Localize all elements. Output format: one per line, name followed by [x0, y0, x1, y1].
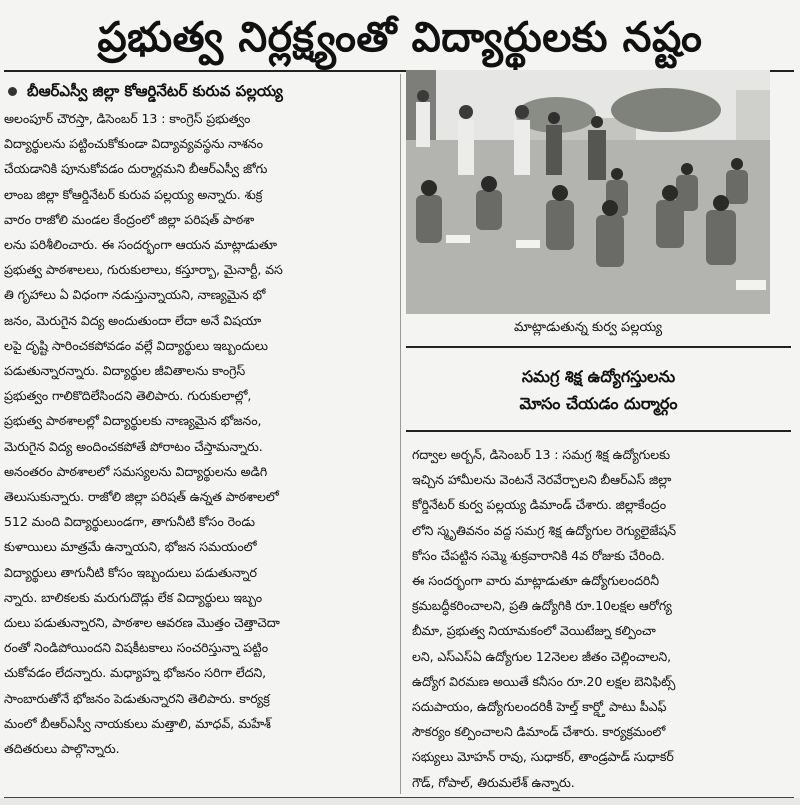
text-line: కుళాయిలు మాత్రమే ఉన్నాయని, భోజన సమయంలో	[4, 539, 257, 555]
text-line: సౌకర్యం కల్పించాలని డిమాండ్ చేశారు. కార్యక్రమంలో	[412, 724, 666, 740]
text-line: తి గృహాలు ఏ విధంగా నడుస్తున్నాయని, నాణ్యమైన భో	[4, 287, 266, 303]
text-line: జనం, మెరుగైన విద్య అందుతుందా లేదా అనే విషయా	[4, 312, 262, 328]
article-photo	[406, 70, 770, 314]
text-line: చుకోవడం లేదన్నారు. మధ్యాహ్న భోజనం సరిగా లేదని,	[4, 665, 267, 681]
sidebar-top-rule	[406, 346, 791, 348]
text-line: లని, ఎస్ఎస్ఏ ఉద్యోగుల 12నెలల జీతం చెల్లించాలని,	[412, 648, 672, 664]
article-body	[4, 106, 398, 761]
sidebar-article	[406, 346, 791, 798]
text-line: లాంబ జిల్లా కోఆర్డినేటర్ కురువ పల్లయ్య అన్నారు. శుక్ర	[4, 186, 263, 202]
text-line: గౌడ్, గోపాల్, తిరుమలేశ్ ఉన్నారు.	[412, 774, 575, 790]
text-line: దులు పడుతున్నారని, పాఠశాల ఆవరణ మొత్తం చెత్తాచెదా	[4, 615, 280, 631]
text-line: బీమా, ప్రభుత్వ నియామకంలో వెయిటేజ్ను కల్పించా	[412, 623, 656, 639]
text-line: లపై దృష్టి సారించకపోవడం వల్లే విద్యార్థులు ఇబ్బందులు	[4, 337, 268, 353]
text-line: ఇచ్చిన హామీలను వెంటనే నెరవేర్చాలని బీఆర్ఎస్ జిల్లా	[412, 472, 672, 488]
text-line: ప్రభుత్వ పాఠశాలల్లో విద్యార్థులకు నాణ్యమైన భోజనం,	[4, 413, 262, 429]
text-line: ఈ సందర్భంగా వారు మాట్లాడుతూ ఉద్యోగులందరినీ	[412, 573, 659, 589]
text-line: అనంతరం పాఠశాలలో సమస్యలను విద్యార్థులను అడిగి	[4, 463, 268, 479]
text-line: సభ్యులు మోహన్ రావు, సుధాకర్, తాండ్రపాడ్ సుధాకర్	[412, 749, 674, 765]
text-line: సదుపాయం, ఉద్యోగులందరికీ హెల్త్ కార్డ్తో పాటు పీఎఫ్	[412, 699, 667, 715]
text-line: ఉద్యోగ విరమణ అయితే కనీసం రూ.20 లక్షల బెనిఫిట్స్	[412, 673, 676, 689]
text-line: మెరుగైన విద్య అందించకపోతే పోరాటం చేస్తామన్నారు.	[4, 438, 263, 454]
text-line: సాంబారుతోనే భోజనం పెడుతున్నారని తెలిపారు. కార్యక్ర	[4, 690, 270, 706]
text-line: లోని స్మృతివనం వద్ద సమగ్ర శిక్ష ఉద్యోగుల రెగ్యులైజేషన్	[412, 522, 676, 538]
text-line: న్నారు. బాలికలకు మరుగుదొడ్లు లేక విద్యార్థులు ఇబ్బం	[4, 589, 263, 605]
text-line: కోర్డినేటర్ కుర్వ పల్లయ్య డిమాండ్ చేశారు. జిల్లాకేంద్రం	[412, 497, 666, 513]
article-headline: ప్రభుత్వ నిర్లక్ష్యంతో విద్యార్థులకు నష్టం	[97, 13, 703, 61]
text-line: మంలో బీఆర్ఎస్వీ నాయకులు మత్తాలి, మాధవ్, మహేశ్	[4, 715, 271, 731]
sidebar-headline-rule	[406, 430, 791, 432]
photo-illustration	[406, 70, 770, 314]
sidebar-article-body	[406, 442, 791, 795]
text-line: కోసం చేపట్టిన సమ్మె శుక్రవారానికి 4వ రోజుకు చేరింది.	[412, 547, 665, 563]
column-divider	[400, 74, 401, 794]
text-line: చేయడానికి పూనుకోవడం దుర్మార్గమని బీఆర్ఎస్వీ జోగు	[4, 161, 268, 177]
text-line: 512 మంది విద్యార్థులుండగా, తాగునీటి కోసం రెండు	[4, 514, 255, 530]
text-line: తెలుసుకున్నారు. రాజోలి జిల్లా పరిషత్ ఉన్నత పాఠశాలలో	[4, 489, 279, 505]
text-line: పడుతున్నారన్నారు. విద్యార్థుల జీవితాలను కాంగ్రెస్	[4, 363, 246, 379]
text-line: ప్రభుత్వ పాఠశాలలు, గురుకులాలు, కస్తూర్బా, మైనార్టీ, వస	[4, 262, 283, 278]
subheadline-text: బీఆర్ఎస్వీ జిల్లా కోఆర్డినేటర్ కురువ పల్లయ్య	[27, 82, 283, 100]
text-line: అలంపూర్ చౌరస్తా, డిసెంబర్ 13 : కాంగ్రెస్ ప్రభుత్వం	[4, 111, 251, 126]
sidebar-headline-line2: మోసం చేయడం దుర్మార్గం	[519, 394, 678, 413]
text-line: గద్వాల అర్బన్, డిసెంబర్ 13 : సమగ్ర శిక్ష ఉద్యోగులకు	[412, 447, 670, 462]
bullet-icon	[8, 87, 17, 96]
next-article-strip	[0, 798, 800, 805]
text-line: క్రమబద్ధీకరించాలని, ప్రతి ఉద్యోగికి రూ.10లక్షల ఆరోగ్య	[412, 598, 672, 614]
text-line: తదితరులు పాల్గొన్నారు.	[4, 741, 120, 757]
text-line: రంతో నిండిపోయిందని విషకీటకాలు సంచరిస్తున్నా పట్టిం	[4, 640, 268, 656]
article-subheadline	[4, 80, 398, 106]
main-article	[4, 80, 398, 761]
text-line: విద్యార్థులను పట్టించుకోకుండా విద్యావ్యవస్థను నాశనం	[4, 136, 263, 152]
photo-caption: మాట్లాడుతున్న కుర్వ పల్లయ్య	[513, 320, 663, 335]
text-line: వారం రాజోలి మండల కేంద్రంలో జిల్లా పరిషత్ పాఠశా	[4, 211, 255, 227]
text-line: ప్రభుత్వం గాలికొదిలేసిందని తెలిపారు. గురుకులాల్లో,	[4, 388, 252, 404]
sidebar-headline-line1: సమగ్ర శిక్ష ఉద్యోగస్తులను	[521, 367, 676, 386]
text-line: లను పరిశీలించారు. ఈ సందర్భంగా ఆయన మాట్లాడుతూ	[4, 237, 277, 253]
text-line: విద్యార్థులు తాగునీటి కోసం ఇబ్బందులు పడుతున్నార	[4, 564, 257, 580]
